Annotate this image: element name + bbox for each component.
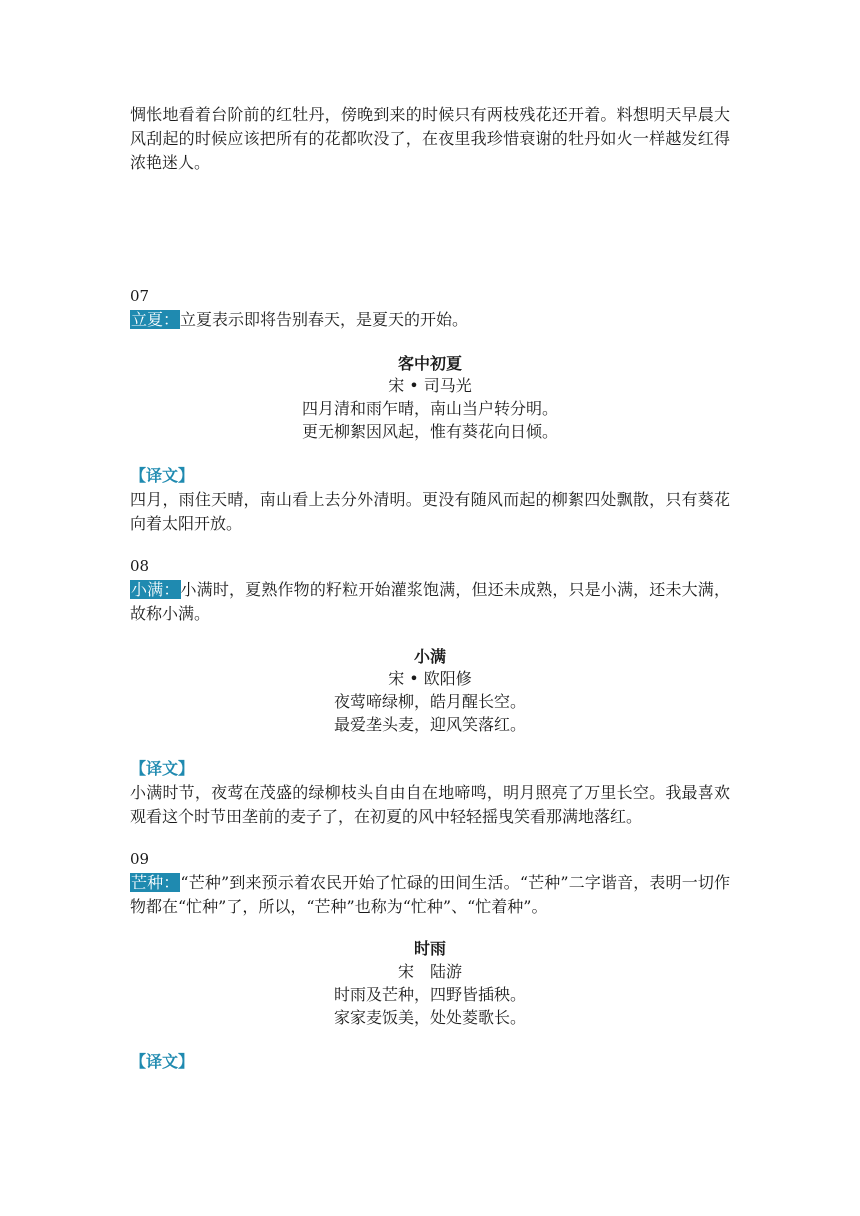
section-number: 08 [130, 557, 150, 575]
term-description: 小满时，夏熟作物的籽粒开始灌浆饱满，但还未成熟，只是小满，还未大满，故称小满。 [130, 580, 730, 623]
intro-translation-paragraph: 惆怅地看着台阶前的红牡丹，傍晚到来的时候只有两枝残花还开着。料想明天早晨大风刮起的时候应该把所有的花都吹没了，在夜里我珍惜衰谢的牡丹如火一样越发红得浓艳迷人。 [130, 105, 730, 172]
translation-paragraph: 四月，雨住天晴，南山看上去分外清明。更没有随风而起的柳絮四处飘散，只有葵花向着太阳开放。 [130, 490, 730, 533]
term-line [130, 308, 468, 332]
translation-label: 【译文】 [130, 466, 195, 485]
translation-label: 【译文】 [130, 1052, 195, 1071]
term-line [130, 871, 730, 919]
translation-paragraph: 小满时节，夜莺在茂盛的绿柳枝头自由自在地啼鸣，明月照亮了万里长空。我最喜欢观看这个时节田垄前的麦子了，在初夏的风中轻轻摇曳笑看那满地落红。 [130, 783, 730, 826]
poem-title: 时雨 [413, 939, 446, 958]
term-line [130, 578, 730, 626]
poem-line: 夜莺啼绿柳，皓月醒长空。 [333, 692, 526, 711]
poem-author: 宋 陆游 [397, 962, 462, 981]
poem-line: 更无柳絮因风起，惟有葵花向日倾。 [301, 422, 558, 441]
term-label: 芒种： [131, 873, 180, 892]
poem-line: 最爱垄头麦，迎风笑落红。 [333, 715, 526, 734]
poem-line: 家家麦饭美，处处菱歌长。 [333, 1008, 526, 1027]
section-number: 09 [130, 850, 150, 868]
section-number: 07 [130, 287, 150, 305]
translation-label: 【译文】 [130, 759, 195, 778]
poem-title: 客中初夏 [397, 354, 462, 373]
poem-author: 宋 • 司马光 [388, 376, 472, 395]
poem-line: 时雨及芒种，四野皆插秧。 [333, 985, 526, 1004]
poem-title: 小满 [413, 647, 446, 666]
term-description: “芒种”到来预示着农民开始了忙碌的田间生活。“芒种”二字谐音，表明一切作物都在“忙种”了，所以，“芒种”也称为“忙种”、“忙着种”。 [130, 873, 730, 916]
poem-line: 四月清和雨乍晴，南山当户转分明。 [301, 399, 558, 418]
term-label: 立夏： [131, 310, 180, 329]
poem-author: 宋 • 欧阳修 [388, 669, 472, 688]
term-description: 立夏表示即将告别春天，是夏天的开始。 [180, 310, 469, 329]
term-label: 小满： [131, 580, 180, 599]
